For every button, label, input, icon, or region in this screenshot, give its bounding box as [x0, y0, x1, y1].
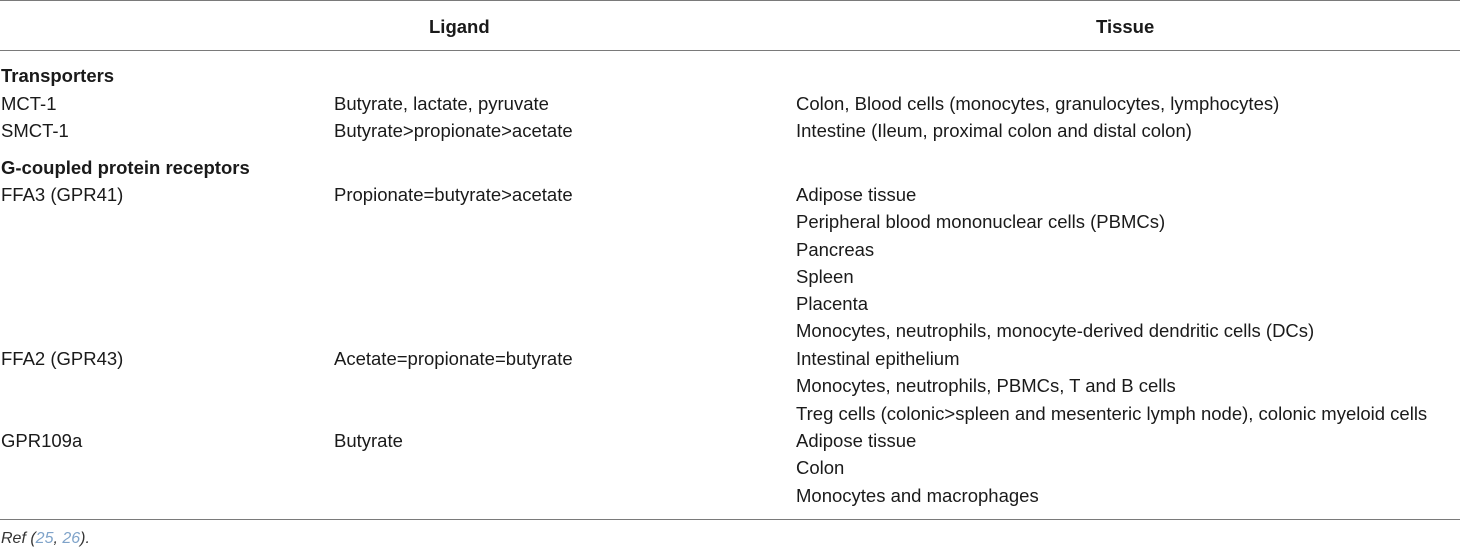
tissue-item: Peripheral blood mononuclear cells (PBMCs)	[796, 211, 1166, 233]
footnote-separator: ,	[53, 530, 63, 547]
tissue-item: Monocytes and macrophages	[796, 484, 1039, 506]
row-ligand: Acetate=propionate=butyrate	[334, 348, 573, 369]
row-name: SMCT-1	[1, 120, 69, 141]
section-title-gpcr: G-coupled protein receptors	[1, 157, 250, 178]
reference-link-26[interactable]: 26	[62, 530, 81, 547]
header-ligand: Ligand	[429, 16, 490, 37]
tissue-item: Colon, Blood cells (monocytes, granulocytes, lymphocytes)	[796, 93, 1280, 114]
footnote-prefix: Ref (	[1, 530, 36, 547]
tissue-item: Placenta	[796, 293, 868, 315]
row-ligand: Propionate=butyrate>acetate	[334, 184, 573, 205]
bottom-rule	[0, 519, 1460, 520]
tissue-item: Intestinal epithelium	[796, 348, 960, 369]
row-name: MCT-1	[1, 93, 57, 114]
tissue-item: Adipose tissue	[796, 184, 917, 205]
row-name: FFA3 (GPR41)	[1, 184, 124, 205]
row-ligand: Butyrate, lactate, pyruvate	[334, 93, 549, 114]
reference-link-25[interactable]: 25	[35, 530, 54, 547]
row-ligand: Butyrate>propionate>acetate	[334, 120, 573, 141]
row-tissue-list	[796, 117, 1192, 144]
row-ligand: Butyrate	[334, 430, 403, 451]
tissue-item: Colon	[796, 457, 845, 479]
footnote	[1, 528, 90, 550]
tissue-item: Intestine (Ileum, proximal colon and distal colon)	[796, 120, 1192, 141]
section-title-transporters: Transporters	[1, 65, 115, 86]
header-tissue: Tissue	[1096, 16, 1155, 37]
tissue-item: Monocytes, neutrophils, PBMCs, T and B cells	[796, 375, 1176, 397]
tissue-item: Pancreas	[796, 238, 875, 260]
row-tissue-list	[796, 90, 1279, 117]
tissue-item: Adipose tissue	[796, 430, 917, 451]
tissue-item: Monocytes, neutrophils, monocyte-derived dendritic cells (DCs)	[796, 320, 1315, 342]
row-tissue-list	[796, 427, 1039, 509]
row-name: FFA2 (GPR43)	[1, 348, 124, 369]
tissue-item: Spleen	[796, 265, 854, 287]
row-tissue-list	[796, 181, 1314, 345]
row-name: GPR109a	[1, 430, 83, 451]
row-tissue-list	[796, 345, 1427, 427]
header-rule	[0, 50, 1460, 51]
top-rule	[0, 0, 1460, 1]
tissue-item: Treg cells (colonic>spleen and mesenteric lymph node), colonic myeloid cells	[796, 402, 1428, 424]
footnote-suffix: ).	[80, 530, 90, 547]
